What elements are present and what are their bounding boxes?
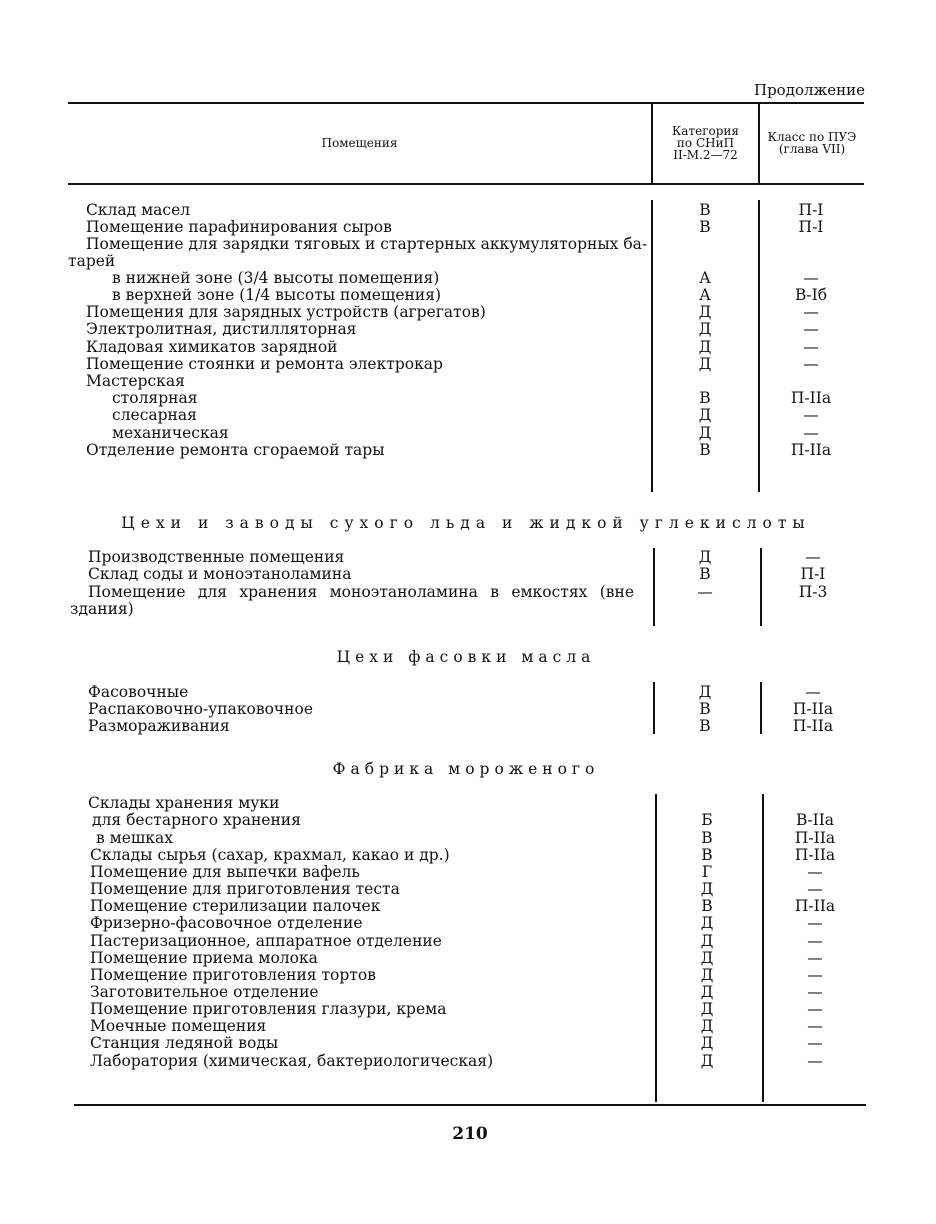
row-class: —: [805, 683, 821, 701]
row-class: —: [803, 338, 819, 356]
row-category: В: [701, 846, 713, 864]
header-category: [653, 125, 758, 161]
row-name: механическая: [112, 424, 229, 442]
row-category: Д: [700, 966, 714, 984]
row-category: Д: [700, 1017, 714, 1035]
row-name: для бестарного хранения: [92, 811, 301, 829]
row-name: Помещение для приготовления теста: [90, 880, 400, 898]
row-category: В: [699, 218, 711, 236]
row-category: Д: [698, 683, 712, 701]
row-category: Б: [701, 811, 713, 829]
row-class: П-IIа: [792, 717, 834, 735]
row-class: П-I: [798, 201, 824, 219]
row-class: —: [807, 1000, 823, 1018]
row-name: Помещение для выпечки вафель: [90, 863, 360, 881]
section-title: Цехи фасовки масла: [336, 648, 596, 666]
row-name: Помещение приготовления глазури, крема: [90, 1000, 447, 1018]
row-name: Кладовая химикатов зарядной: [86, 338, 338, 356]
row-class: П-IIа: [790, 441, 832, 459]
row-class: В-Iб: [794, 286, 828, 304]
row-category: Д: [700, 880, 714, 898]
header-class: [760, 131, 864, 155]
row-name: здания): [70, 600, 134, 618]
row-name: Отделение ремонта сгораемой тары: [86, 441, 385, 459]
row-category: Д: [698, 406, 712, 424]
row-class: —: [807, 863, 823, 881]
row-name: Помещение для хранения моноэтаноламина в емкостях (вне: [88, 583, 634, 601]
row-name: тарей: [68, 252, 116, 270]
row-category: Д: [700, 932, 714, 950]
block1-divider-1: [651, 200, 653, 492]
header-bottom-rule: [68, 183, 864, 185]
header-category-line: по СНиП: [676, 136, 735, 150]
header-category-line: II-М.2—72: [673, 148, 738, 162]
row-class: П-IIа: [790, 389, 832, 407]
row-name: Помещение парафинирования сыров: [86, 218, 392, 236]
row-class: —: [803, 406, 819, 424]
row-name: Производственные помещения: [88, 548, 345, 566]
row-category: Д: [698, 303, 712, 321]
row-name: Помещение приготовления тортов: [90, 966, 376, 984]
row-category: В: [699, 441, 711, 459]
row-class: —: [803, 424, 819, 442]
row-class: —: [807, 1017, 823, 1035]
row-category: Д: [698, 355, 712, 373]
row-category: В: [701, 897, 713, 915]
row-class: —: [807, 1034, 823, 1052]
row-name: Помещения для зарядных устройств (агрегатов): [86, 303, 486, 321]
row-name: Мастерская: [86, 372, 185, 390]
row-category: В: [699, 389, 711, 407]
row-name: Моечные помещения: [90, 1017, 267, 1035]
page-number: 210: [452, 1124, 488, 1144]
row-category: В: [699, 201, 711, 219]
header-category-line: Категория: [672, 124, 739, 138]
row-name: Распаковочно-упаковочное: [88, 700, 313, 718]
row-class: —: [805, 548, 821, 566]
header-class-line: (глава VII): [778, 142, 846, 156]
row-class: —: [803, 320, 819, 338]
row-class: В-IIа: [795, 811, 835, 829]
row-category: Д: [700, 1034, 714, 1052]
row-class: —: [807, 966, 823, 984]
row-category: В: [699, 717, 711, 735]
row-class: —: [807, 914, 823, 932]
row-name: Склады хранения муки: [88, 794, 280, 812]
row-category: Д: [698, 320, 712, 338]
row-class: П-3: [798, 583, 828, 601]
row-class: П-IIа: [792, 700, 834, 718]
row-category: Д: [700, 1000, 714, 1018]
section-title: Цехи и заводы сухого льда и жидкой углекислоты: [121, 514, 811, 532]
row-name: Фризерно-фасовочное отделение: [90, 914, 363, 932]
row-category: Г: [701, 863, 713, 881]
row-class: П-I: [800, 565, 826, 583]
row-name: Склад масел: [86, 201, 191, 219]
row-category: Д: [698, 548, 712, 566]
row-name: Размораживания: [88, 717, 230, 735]
row-class: П-IIа: [794, 897, 836, 915]
row-class: —: [807, 880, 823, 898]
header-rooms: Помещения: [321, 136, 398, 150]
row-class: П-IIа: [794, 846, 836, 864]
row-category: Д: [698, 424, 712, 442]
row-category: В: [701, 829, 713, 847]
row-category: Д: [700, 914, 714, 932]
row-name: Помещение стоянки и ремонта электрокар: [86, 355, 443, 373]
row-class: —: [807, 932, 823, 950]
row-category: А: [699, 269, 711, 287]
row-name: Помещение стерилизации палочек: [90, 897, 381, 915]
row-class: —: [803, 269, 819, 287]
header-class-line: Класс по ПУЭ: [767, 130, 857, 144]
row-category: Д: [698, 338, 712, 356]
row-class: П-IIа: [794, 829, 836, 847]
table-bottom-rule: [74, 1104, 866, 1106]
section-title: Фабрика мороженого: [332, 760, 600, 778]
row-name: Склад соды и моноэтаноламина: [88, 565, 352, 583]
continuation-label: Продолжение: [754, 81, 866, 99]
row-name: Пастеризационное, аппаратное отделение: [90, 932, 442, 950]
row-name: Помещение приема молока: [90, 949, 318, 967]
row-category: Д: [700, 983, 714, 1001]
row-class: —: [803, 355, 819, 373]
row-category: Д: [700, 1052, 714, 1070]
row-name: Станция ледяной воды: [90, 1034, 279, 1052]
row-name: слесарная: [112, 406, 197, 424]
row-category: Д: [700, 949, 714, 967]
row-category: А: [699, 286, 711, 304]
row-class: —: [807, 983, 823, 1001]
table-top-rule: [68, 102, 864, 104]
row-name: Фасовочные: [88, 683, 189, 701]
row-name: Электролитная, дистилляторная: [86, 320, 357, 338]
row-class: П-I: [798, 218, 824, 236]
row-class: —: [807, 1052, 823, 1070]
row-name: в верхней зоне (1/4 высоты помещения): [112, 286, 441, 304]
row-name: в мешках: [96, 829, 173, 847]
row-name: столярная: [112, 389, 198, 407]
row-name: в нижней зоне (3/4 высоты помещения): [112, 269, 440, 287]
row-name: Помещение для зарядки тяговых и стартерных аккумуляторных ба-: [86, 235, 648, 253]
row-category: —: [697, 583, 713, 601]
row-class: —: [807, 949, 823, 967]
row-category: В: [699, 700, 711, 718]
row-name: Лаборатория (химическая, бактериологическая): [90, 1052, 494, 1070]
row-name: Заготовительное отделение: [90, 983, 319, 1001]
row-class: —: [803, 303, 819, 321]
row-category: В: [699, 565, 711, 583]
row-name: Склады сырья (сахар, крахмал, какао и др.): [90, 846, 450, 864]
